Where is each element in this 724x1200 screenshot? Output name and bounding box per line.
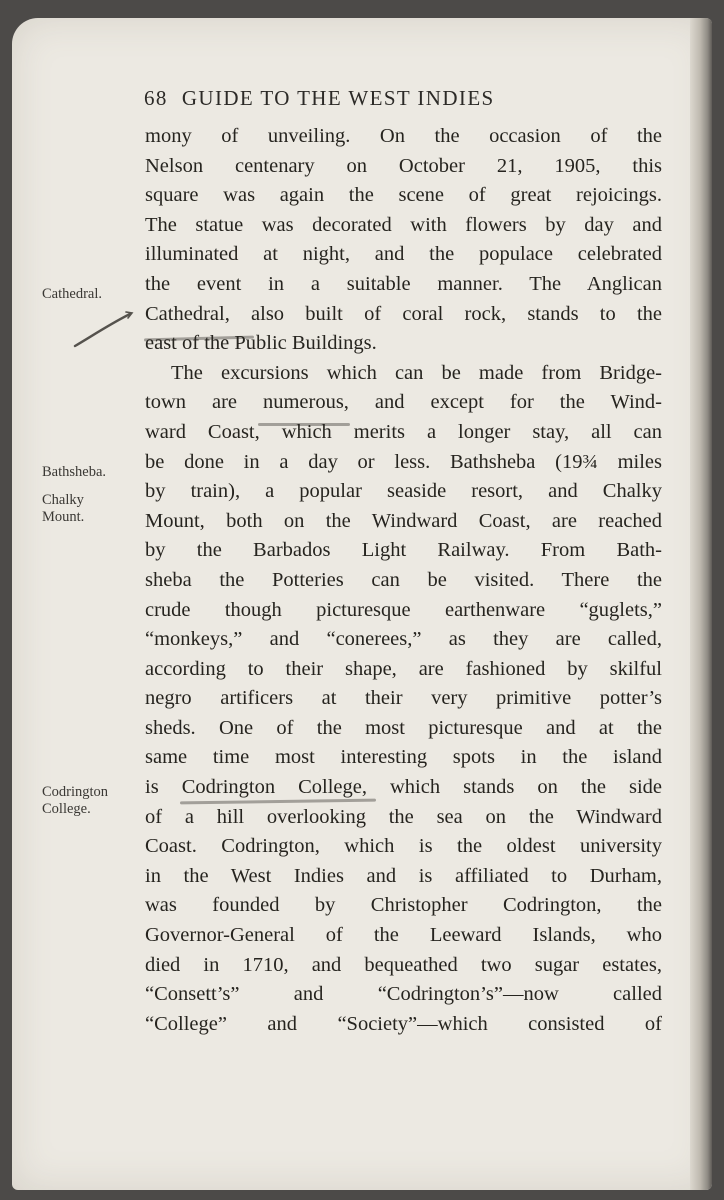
text-line: Coast. Codrington, which is the oldest university xyxy=(145,835,662,858)
text-line: “monkeys,” and “conerees,” as they are called, xyxy=(145,628,662,651)
margin-note-bathsheba: Bathsheba. xyxy=(42,464,107,480)
text-line: sheba the Potteries can be visited. There the xyxy=(145,568,662,591)
text-line: Nelson centenary on October 21, 1905, this xyxy=(145,154,662,177)
running-head xyxy=(144,86,664,111)
text-line: in the West Indies and is affiliated to Durham, xyxy=(145,864,662,887)
text-line: mony of unveiling. On the occasion of the xyxy=(145,125,662,147)
text-line: by train), a popular seaside resort, and Chalky xyxy=(145,480,662,503)
text-line: town are numerous, and except for the Wind- xyxy=(145,391,662,414)
margin-note-chalky-mount xyxy=(42,492,84,526)
margin-note-line: Mount. xyxy=(42,509,85,525)
text-line: illuminated at night, and the populace celebrated xyxy=(145,243,662,266)
page-number: 68 xyxy=(144,86,168,110)
text-line: “Consett’s” and “Codrington’s”—now called xyxy=(145,983,662,1006)
text-line: be done in a day or less. Bathsheba (19¾ miles xyxy=(145,450,662,473)
text-line: crude though picturesque earthenware “guglets,” xyxy=(145,598,662,621)
text-line: Governor-General of the Leeward Islands, who xyxy=(145,924,662,947)
text-line: The statue was decorated with flowers by day and xyxy=(145,213,662,236)
margin-note-codrington-college xyxy=(42,784,108,818)
text-line: “College” and “Society”—which consisted of xyxy=(145,1012,662,1035)
text-line: negro artificers at their very primitive potter’s xyxy=(145,687,662,710)
text-line: The excursions which can be made from Bridge- xyxy=(171,361,662,384)
text-line: Mount, both on the Windward Coast, are reached xyxy=(145,509,662,532)
text-line: ward Coast, which merits a longer stay, all can xyxy=(145,420,662,443)
book-page xyxy=(12,18,712,1190)
text-line: according to their shape, are fashioned by skilful xyxy=(145,657,662,680)
body-text xyxy=(145,122,662,1039)
book-spine-shadow xyxy=(690,18,712,1190)
text-line: was founded by Christopher Codrington, the xyxy=(145,894,662,917)
text-line: the event in a suitable manner. The Anglican xyxy=(145,272,662,295)
pencil-stroke-mark xyxy=(72,310,134,350)
text-line: of a hill overlooking the sea on the Windward xyxy=(145,805,662,828)
text-line: square was again the scene of great rejoicings. xyxy=(145,184,662,207)
text-line: east of the Public Buildings. xyxy=(145,332,377,355)
margin-note-line: Chalky xyxy=(42,492,84,508)
text-line: sheds. One of the most picturesque and at the xyxy=(145,716,662,739)
margin-note-cathedral: Cathedral. xyxy=(42,286,102,302)
margin-note-line: College. xyxy=(42,801,91,817)
text-line: Cathedral, also built of coral rock, stands to the xyxy=(145,302,662,325)
text-line: same time most interesting spots in the island xyxy=(145,746,662,769)
text-line: died in 1710, and bequeathed two sugar estates, xyxy=(145,953,662,976)
text-line: by the Barbados Light Railway. From Bath- xyxy=(145,539,662,562)
running-title: GUIDE TO THE WEST INDIES xyxy=(181,86,495,110)
margin-note-line: Codrington xyxy=(42,784,109,800)
text-line: is Codrington College, which stands on the side xyxy=(145,776,662,799)
